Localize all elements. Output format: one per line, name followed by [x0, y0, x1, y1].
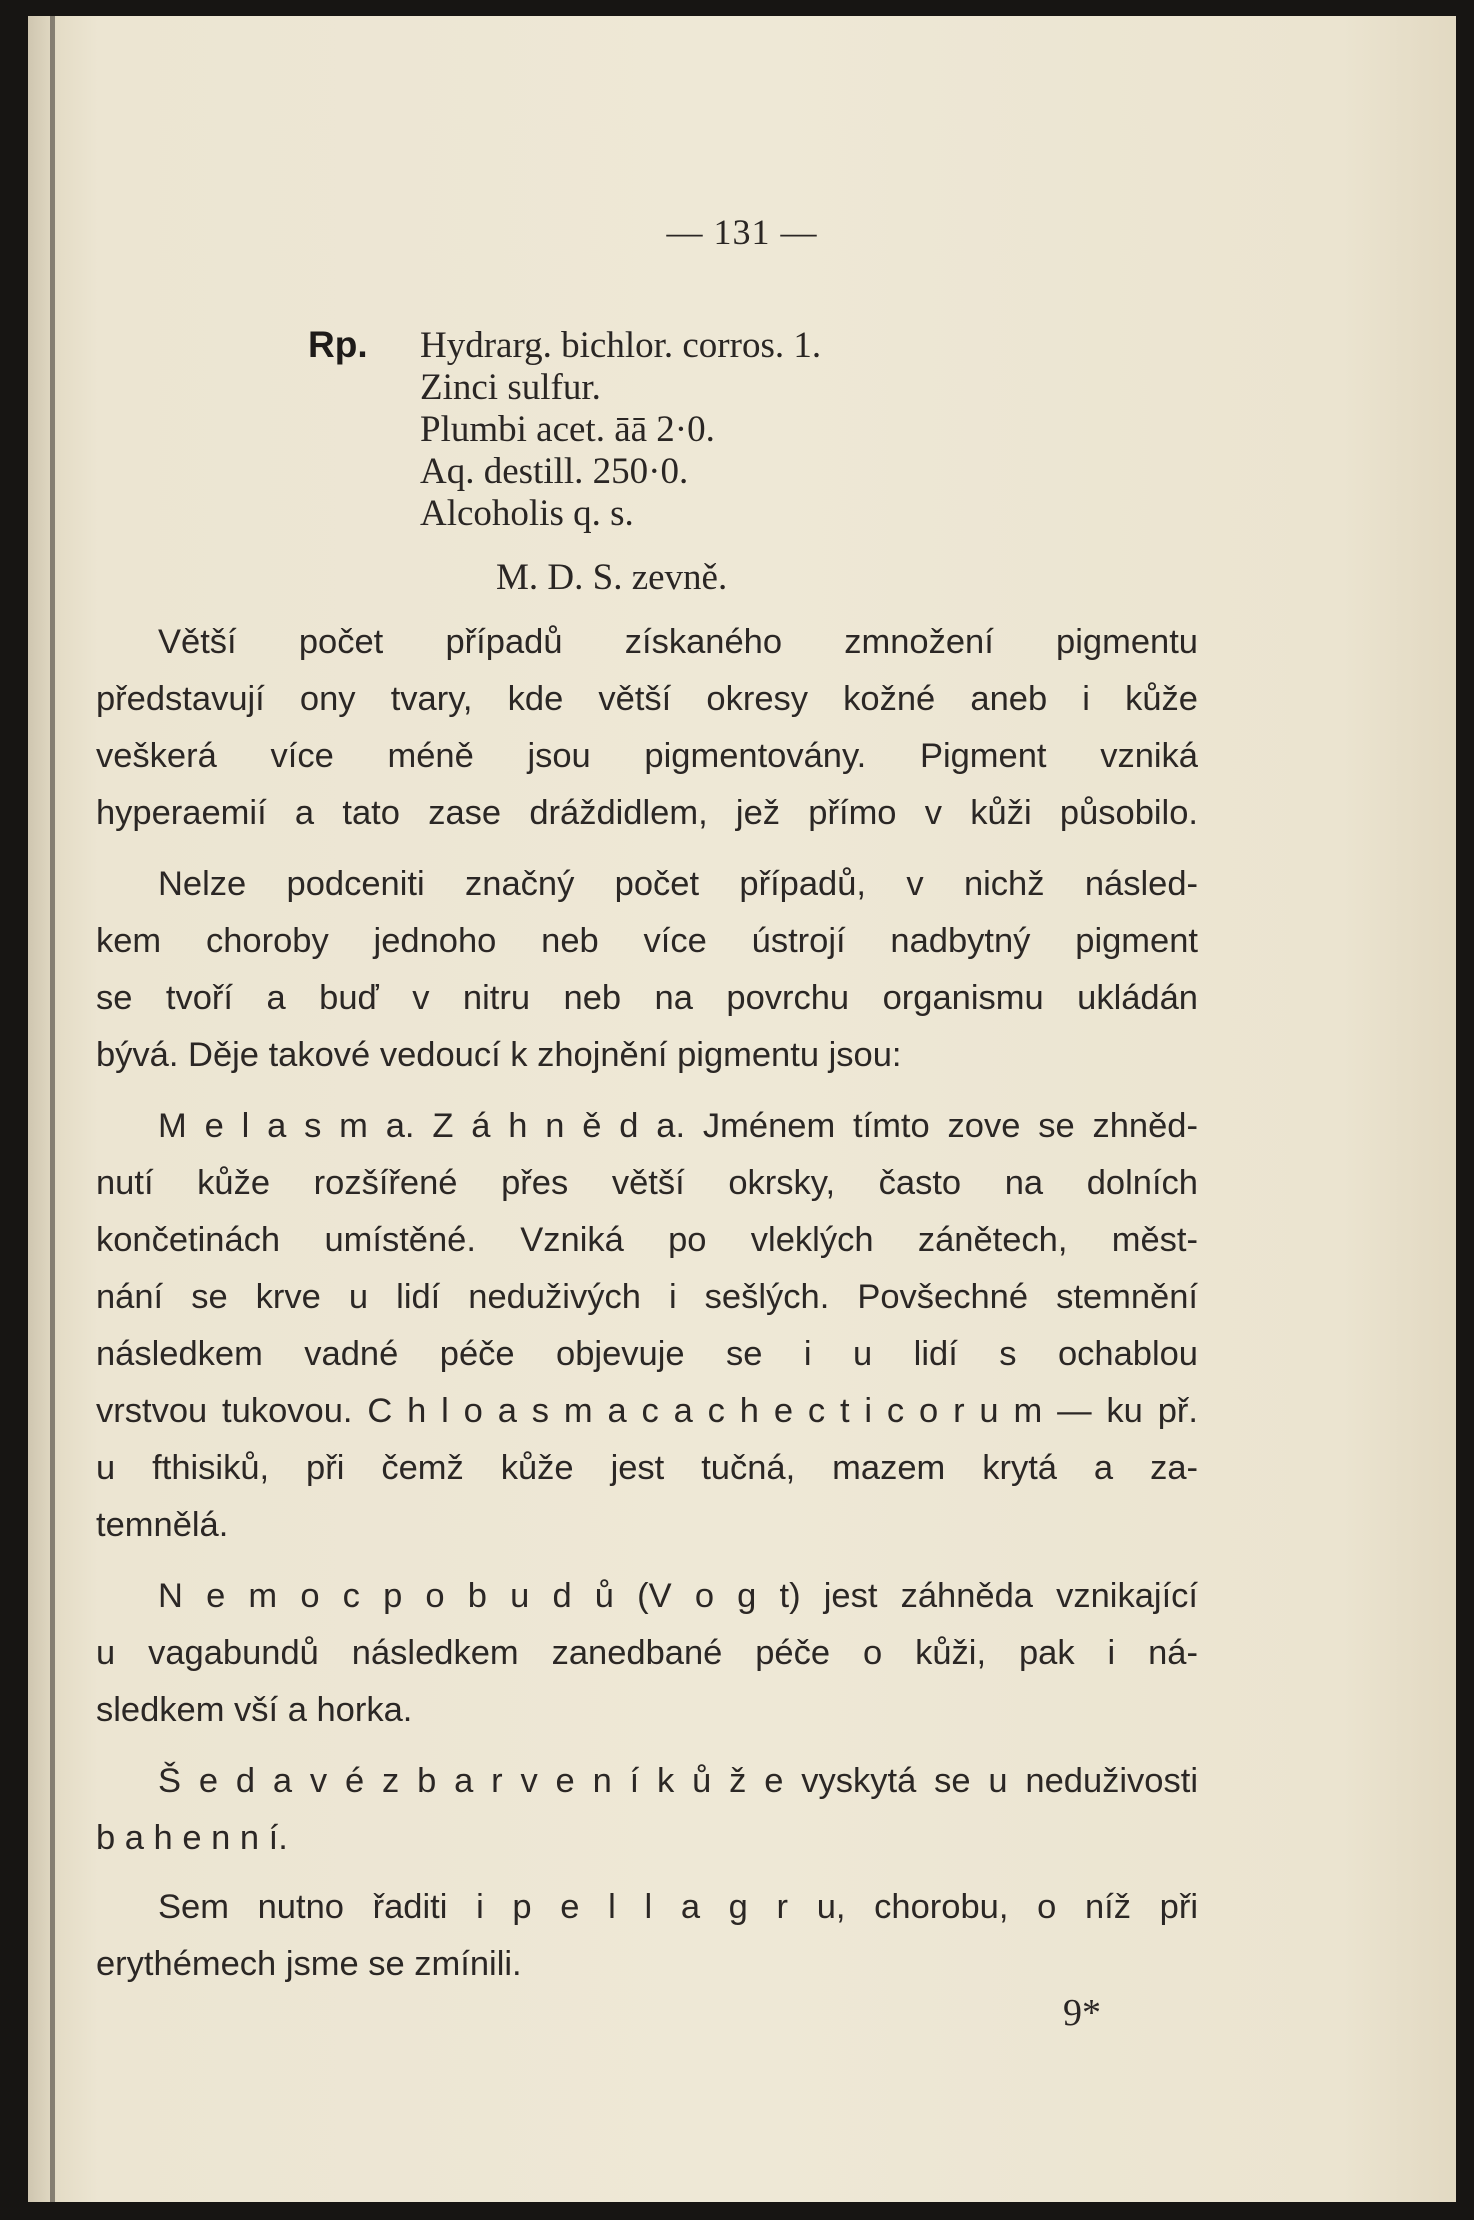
text-line: N e m o c p o b u d ů (V o g t) jest záhněda vznikající: [158, 1577, 1198, 1615]
text-line: M e l a s m a. Z á h n ě d a. Jménem tímto zove se zhněd-: [158, 1107, 1198, 1145]
text-line: představují ony tvary, kde větší okresy kožné aneb i kůže: [96, 680, 1198, 718]
prescription-line: Plumbi acet. āā 2·0.: [420, 409, 715, 450]
prescription-line: Zinci sulfur.: [420, 367, 601, 408]
text-line: bývá. Děje takové vedoucí k zhojnění pigmentu jsou:: [96, 1036, 902, 1074]
prescription-label: Rp.: [308, 324, 368, 365]
text-line: u fthisiků, při čemž kůže jest tučná, mazem krytá a za-: [96, 1449, 1198, 1487]
prescription-line: Hydrarg. bichlor. corros. 1.: [420, 325, 822, 366]
page-gutter: [50, 16, 55, 2202]
text-line: b a h e n n í.: [96, 1819, 288, 1857]
text-line: kem choroby jednoho neb více ústrojí nadbytný pigment: [96, 922, 1198, 960]
text-line: u vagabundů následkem zanedbané péče o kůži, pak i ná-: [96, 1634, 1198, 1672]
prescription-line: Aq. destill. 250·0.: [420, 451, 689, 492]
text-line: Š e d a v é z b a r v e n í k ů ž e vyskytá se u neduživosti: [158, 1762, 1198, 1800]
text-line: se tvoří a buď v nitru neb na povrchu organismu ukládán: [96, 979, 1198, 1017]
text-line: Sem nutno řaditi i p e l l a g r u, chorobu, o níž při: [158, 1888, 1198, 1926]
text-line: následkem vadné péče objevuje se i u lidí s ochablou: [96, 1335, 1198, 1373]
text-line: erythémech jsme se zmínili.: [96, 1945, 522, 1983]
text-line: končetinách umístěné. Vzniká po vleklých zánětech, měst-: [96, 1221, 1198, 1259]
signature-mark: 9*: [1063, 1992, 1101, 2034]
text-line: sledkem vší a horka.: [96, 1691, 413, 1729]
text-line: Větší počet případů získaného zmnožení pigmentu: [158, 623, 1198, 661]
text-line: vrstvou tukovou. C h l o a s m a c a c h e c t i c o r u m — ku př.: [96, 1392, 1198, 1430]
prescription-line: Alcoholis q. s.: [420, 493, 634, 534]
book-page: [28, 16, 1456, 2202]
prescription-signa: M. D. S. zevně.: [496, 557, 728, 598]
text-line: nutí kůže rozšířené přes větší okrsky, často na dolních: [96, 1164, 1198, 1202]
text-line: temnělá.: [96, 1506, 229, 1544]
text-line: veškerá více méně jsou pigmentovány. Pigment vzniká: [96, 737, 1198, 775]
page-number: — 131 —: [666, 212, 818, 252]
text-line: hyperaemií a tato zase dráždidlem, jež přímo v kůži působilo.: [96, 794, 1198, 832]
text-line: Nelze podceniti značný počet případů, v nichž násled-: [158, 865, 1198, 903]
text-line: nání se krve u lidí neduživých i sešlých. Povšechné stemnění: [96, 1278, 1198, 1316]
